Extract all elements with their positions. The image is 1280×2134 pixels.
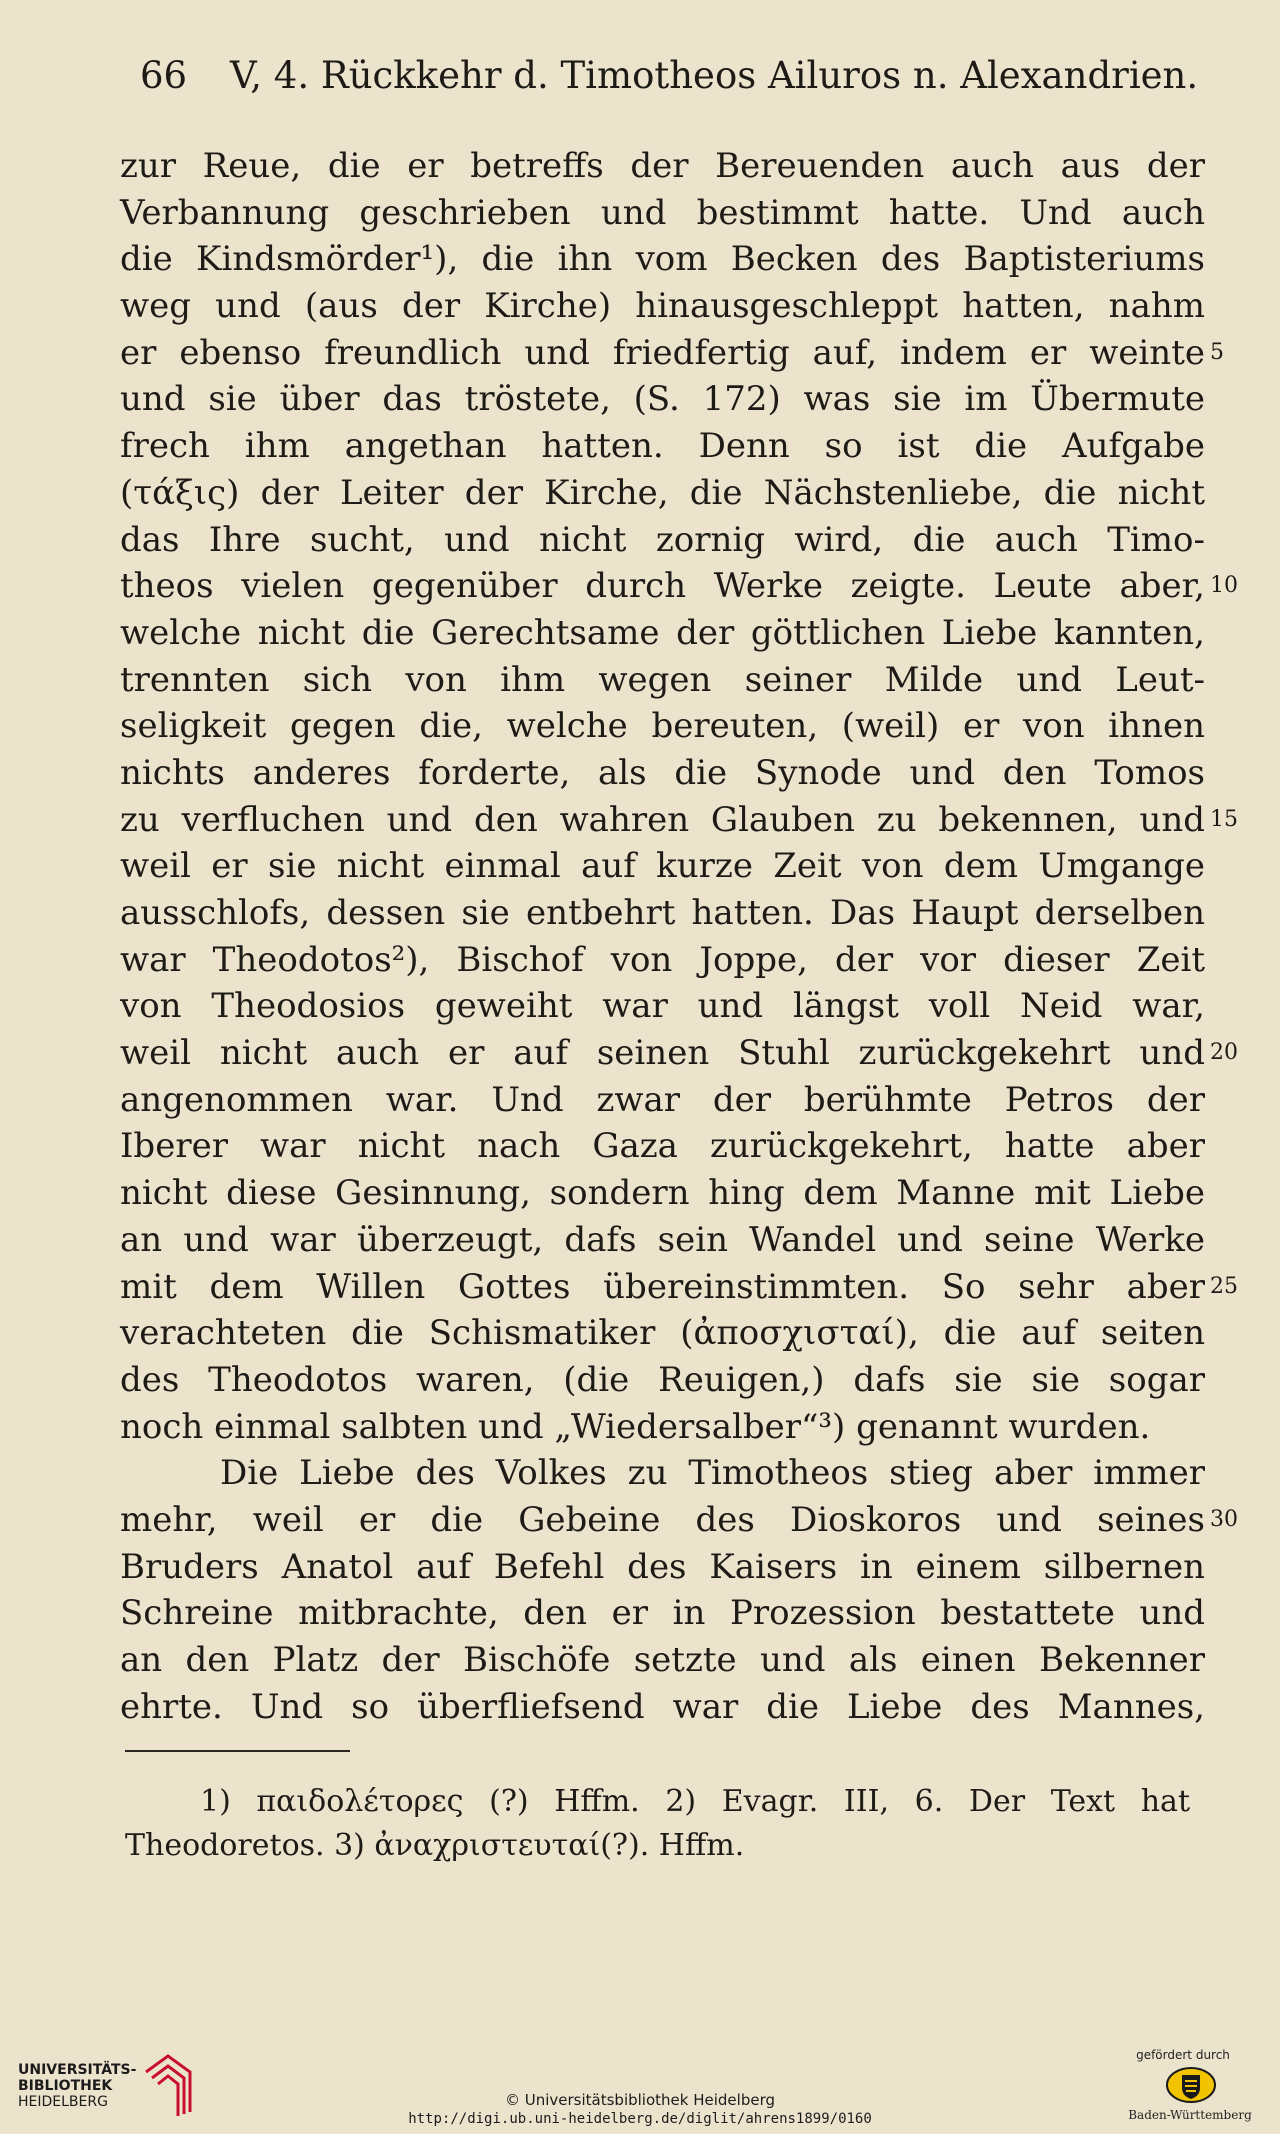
sponsor-name: Baden-Württemberg bbox=[1128, 2108, 1252, 2122]
text-line: (τάξις) der Leiter der Kirche, die Nächstenliebe, die nicht bbox=[120, 472, 1205, 513]
text-line: die Kindsmörder¹), die ihn vom Becken des Baptisteriums bbox=[120, 239, 1205, 280]
line-number: 15 bbox=[1210, 806, 1238, 832]
text-line: weg und (aus der Kirche) hinausgeschleppt hatten, nahm bbox=[120, 286, 1205, 327]
text-line: Bruders Anatol auf Befehl des Kaisers in einem silbernen bbox=[120, 1546, 1205, 1587]
paragraph-start-line: Die Liebe des Volkes zu Timotheos stieg aber immer bbox=[220, 1453, 1205, 1494]
line-number: 20 bbox=[1210, 1040, 1238, 1066]
text-line: an den Platz der Bischöfe setzte und als einen Bekenner bbox=[120, 1640, 1205, 1680]
line-number: 25 bbox=[1210, 1273, 1238, 1299]
text-line: das Ihre sucht, und nicht zornig wird, die auch Timo- bbox=[120, 519, 1205, 560]
footnote-divider bbox=[125, 1750, 350, 1752]
text-line: war Theodotos²), Bischof von Joppe, der vor dieser Zeit bbox=[120, 939, 1205, 980]
text-line: seligkeit gegen die, welche bereuten, (weil) er von ihnen bbox=[120, 706, 1205, 747]
text-line: angenommen war. Und zwar der berühmte Petros der bbox=[120, 1079, 1205, 1120]
coat-of-arms-icon bbox=[1165, 2066, 1217, 2104]
footnote-line: Theodoretos. 3) ἀναχριστευταί(?). Hffm. bbox=[125, 1828, 745, 1863]
text-line-5 bbox=[120, 330, 1224, 377]
text-line: trennten sich von ihm wegen seiner Milde und Leut- bbox=[120, 659, 1205, 700]
text-line-content: weil nicht auch er auf seinen Stuhl zurückgekehrt und bbox=[120, 1033, 1205, 1074]
text-line: weil er sie nicht einmal auf kurze Zeit von dem Umgange bbox=[120, 846, 1205, 887]
running-title: V, 4. Rückkehr d. Timotheos Ailuros n. Alexandrien. bbox=[230, 54, 1199, 97]
text-line: welche nicht die Gerechtsame der göttlichen Liebe kannten, bbox=[120, 612, 1205, 653]
text-line: verachteten die Schismatiker (ἀποσχισταί), die auf seiten bbox=[120, 1313, 1205, 1354]
text-line: Verbannung geschrieben und bestimmt hatte. Und auch bbox=[120, 192, 1205, 233]
text-line: des Theodotos waren, (die Reuigen,) dafs sie sie sogar bbox=[120, 1359, 1205, 1400]
text-line-content: mit dem Willen Gottes übereinstimmten. So sehr aber bbox=[120, 1266, 1205, 1307]
library-logo-line: HEIDELBERG bbox=[18, 2094, 108, 2110]
text-line: nicht diese Gesinnung, sondern hing dem Manne mit Liebe bbox=[120, 1173, 1205, 1214]
text-line-15 bbox=[120, 797, 1238, 844]
text-line: nichts anderes forderte, als die Synode und den Tomos bbox=[120, 752, 1205, 793]
text-line-25 bbox=[120, 1264, 1238, 1311]
sponsor-label: gefördert durch bbox=[1136, 2048, 1230, 2062]
text-line-content: er ebenso freundlich und friedfertig auf, indem er weinte bbox=[120, 332, 1205, 373]
text-line: noch einmal salbten und „Wiedersalber“³) genannt wurden. bbox=[120, 1406, 1151, 1447]
text-line-30 bbox=[120, 1497, 1238, 1544]
permalink[interactable]: http://digi.ub.uni-heidelberg.de/diglit/ahrens1899/0160 bbox=[408, 2111, 872, 2127]
copyright-notice: © Universitätsbibliothek Heidelberg bbox=[504, 2091, 775, 2109]
text-line: ehrte. Und so überfliefsend war die Liebe des Mannes, bbox=[120, 1686, 1205, 1727]
text-line-10 bbox=[120, 563, 1238, 610]
text-line-20 bbox=[120, 1030, 1238, 1077]
library-logo-line: BIBLIOTHEK bbox=[18, 2078, 113, 2094]
running-header bbox=[140, 52, 1199, 100]
text-line: an und war überzeugt, dafs sein Wandel und seine Werke bbox=[120, 1219, 1205, 1260]
line-number: 5 bbox=[1210, 339, 1224, 365]
text-line-content: zu verfluchen und den wahren Glauben zu bekennen, und bbox=[120, 799, 1205, 840]
line-number: 30 bbox=[1210, 1506, 1238, 1532]
line-number: 10 bbox=[1210, 573, 1238, 599]
text-line: ausschlofs, dessen sie entbehrt hatten. Das Haupt derselben bbox=[120, 893, 1205, 933]
library-logo-line: UNIVERSITÄTS- bbox=[18, 2062, 137, 2078]
text-line-content: theos vielen gegenüber durch Werke zeigte. Leute aber, bbox=[120, 566, 1205, 607]
text-line: frech ihm angethan hatten. Denn so ist die Aufgabe bbox=[120, 426, 1205, 467]
text-line: zur Reue, die er betreffs der Bereuenden auch aus der bbox=[120, 146, 1205, 186]
text-line-content: mehr, weil er die Gebeine des Dioskoros und seines bbox=[120, 1499, 1205, 1540]
footnotes bbox=[125, 1780, 1190, 1868]
text-line: von Theodosios geweiht war und längst voll Neid war, bbox=[120, 986, 1205, 1027]
page-number: 66 bbox=[140, 54, 188, 97]
text-line: Schreine mitbrachte, den er in Prozession bestattete und bbox=[120, 1593, 1205, 1634]
text-line: Iberer war nicht nach Gaza zurückgekehrt, hatte aber bbox=[120, 1126, 1205, 1167]
text-line: und sie über das tröstete, (S. 172) was sie im Übermute bbox=[120, 379, 1205, 420]
body-text bbox=[120, 143, 1238, 1730]
footnote-line: 1) παιδολέτορες (?) Hffm. 2) Evagr. III, 6. Der Text hat bbox=[200, 1784, 1190, 1819]
